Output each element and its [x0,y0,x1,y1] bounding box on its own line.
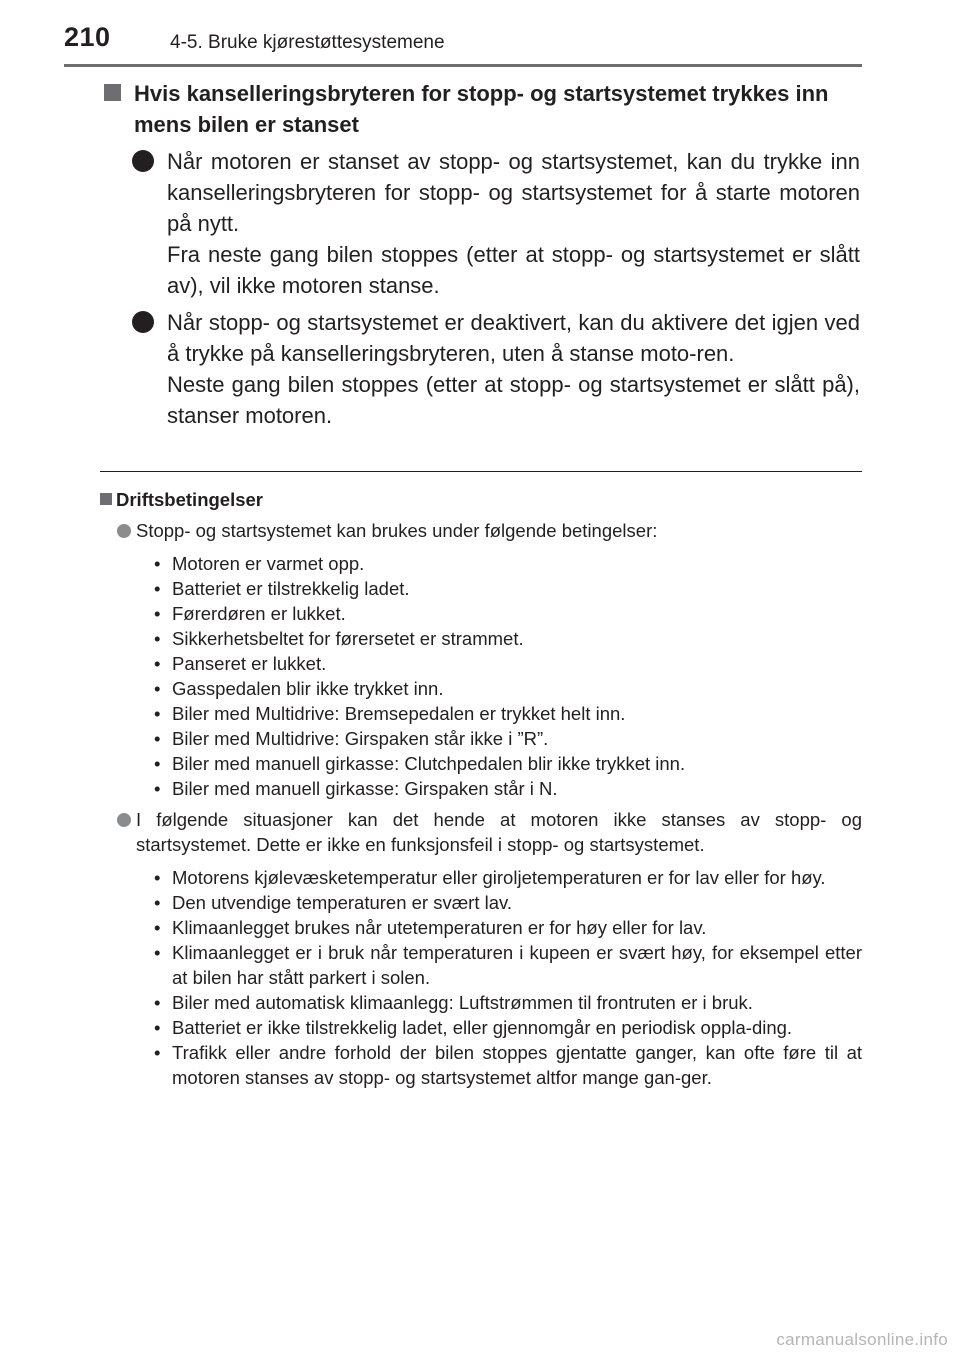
note-bullet-1 [100,518,862,543]
note-bullet-1-text: Stopp- og startsystemet kan brukes under følgende betingelser: [136,520,658,541]
main-bullet-2-para-1: Når stopp- og startsystemet er deaktivert, kan du aktivere det igjen ved å trykke på kanselleringsbryteren, uten å stanse moto-ren. [167,310,860,366]
square-marker-icon [104,84,121,101]
bullet-dot-icon [117,813,131,827]
list-item: • Biler med manuell girkasse: Girspaken står i N. [154,776,862,801]
main-bullet-2 [100,307,860,431]
list-item: • Den utvendige temperaturen er svært lav. [154,890,862,915]
square-marker-icon [100,493,112,505]
note-bullet-2-text: I følgende situasjoner kan det hende at motoren ikke stanses av stopp- og startsystemet. Dette er ikke en funksjonsfeil i stopp- og startsystemet. [136,809,862,855]
main-bullet-2-para-2: Neste gang bilen stoppes (etter at stopp- og startsystemet er slått på), stanser motoren. [167,372,860,428]
notes-heading-text: Driftsbetingelser [116,489,264,510]
main-heading [100,78,860,140]
bullet-dot-icon [117,524,131,538]
list-item: • Sikkerhetsbeltet for førersetet er strammet. [154,626,862,651]
main-bullet-1 [100,146,860,301]
list-item: • Gasspedalen blir ikke trykket inn. [154,676,862,701]
main-heading-text: Hvis kanselleringsbryteren for stopp- og startsystemet trykkes inn mens bilen er stanset [134,81,829,137]
page-header [0,0,960,60]
list-item: • Motoren er varmet opp. [154,551,862,576]
list-item: • Førerdøren er lukket. [154,601,862,626]
main-bullet-1-para-1: Når motoren er stanset av stopp- og startsystemet, kan du trykke inn kanselleringsbryteren for stopp- og startsystemet for å starte motoren på nytt. [167,149,860,236]
main-section [100,78,860,431]
list-item: • Biler med manuell girkasse: Clutchpedalen blir ikke trykket inn. [154,751,862,776]
note-bullet-2 [100,807,862,857]
list-item: • Trafikk eller andre forhold der bilen stoppes gjentatte ganger, kan ofte føre til at motoren stanses av stopp- og startsystemet altfor mange gan-ger. [154,1040,862,1090]
list-item: • Biler med automatisk klimaanlegg: Luftstrømmen til frontruten er i bruk. [154,990,862,1015]
notes-section [100,487,862,1090]
list-item: • Biler med Multidrive: Bremsepedalen er trykket helt inn. [154,701,862,726]
list-item: • Klimaanlegget er i bruk når temperaturen i kupeen er svært høy, for eksempel etter at bilen har stått parkert i solen. [154,940,862,990]
notes-heading [100,487,862,512]
list-item: • Biler med Multidrive: Girspaken står ikke i ”R”. [154,726,862,751]
header-rule [64,64,862,67]
conditions-list [100,551,862,801]
watermark: carmanualsonline.info [776,1330,948,1349]
main-bullet-1-para-2: Fra neste gang bilen stoppes (etter at stopp- og startsystemet er slått av), vil ikke motoren stanse. [167,242,860,298]
page-number: 210 [64,22,111,52]
list-item: • Panseret er lukket. [154,651,862,676]
situations-list [100,865,862,1090]
list-item: • Batteriet er ikke tilstrekkelig ladet, eller gjennomgår en periodisk oppla-ding. [154,1015,862,1040]
bullet-dot-icon [132,311,154,333]
list-item: • Batteriet er tilstrekkelig ladet. [154,576,862,601]
section-divider [100,471,862,472]
section-title: 4-5. Bruke kjørestøttesystemene [170,32,445,53]
list-item: • Klimaanlegget brukes når utetemperaturen er for høy eller for lav. [154,915,862,940]
list-item: • Motorens kjølevæsketemperatur eller giroljetemperaturen er for lav eller for høy. [154,865,862,890]
bullet-dot-icon [132,150,154,172]
